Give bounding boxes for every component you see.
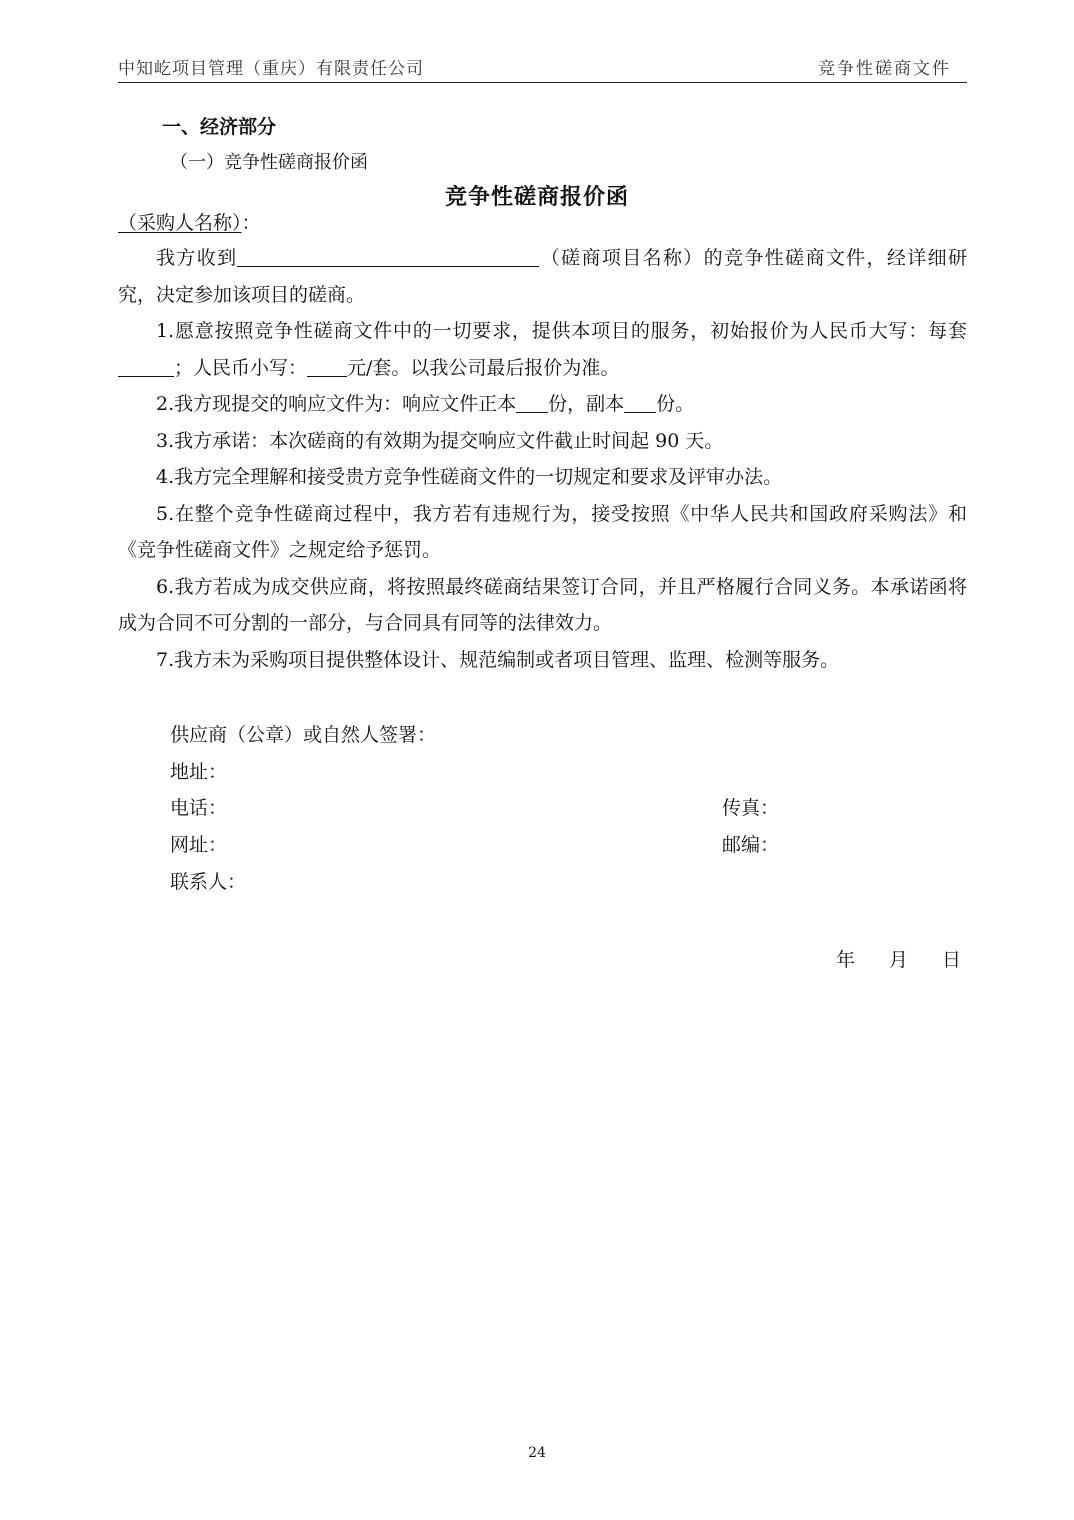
address-label: 地址： xyxy=(170,761,228,783)
page-header xyxy=(118,50,967,83)
section-heading: 一、经济部分 xyxy=(162,116,277,138)
header-doc-type: 竞争性磋商文件 xyxy=(818,59,951,79)
sub-heading: （一）竞争性磋商报价函 xyxy=(170,152,368,173)
item-2 xyxy=(118,386,967,423)
intro-paragraph xyxy=(118,240,967,313)
project-name-blank[interactable] xyxy=(237,246,539,267)
item-1-after: 元/套。以我公司最后报价为准。 xyxy=(347,356,620,379)
intro-before: 我方收到 xyxy=(156,247,238,269)
fax-label: 传真： xyxy=(722,797,780,819)
item-2-before: 2.我方现提交的响应文件为：响应文件正本 xyxy=(156,393,517,415)
intro-after: （磋商项目名称）的竞争性磋商文件，经详细研究，决定参加该项目的磋商。 xyxy=(118,247,967,306)
duplicate-copies-blank[interactable] xyxy=(624,392,656,413)
item-3: 3.我方承诺：本次磋商的有效期为提交响应文件截止时间起 90 天。 xyxy=(156,429,724,452)
item-6: 6.我方若成为成交供应商，将按照最终磋商结果签订合同，并且严格履行合同义务。本承诺函将成为合同不可分割的一部分，与合同具有同等的法律效力。 xyxy=(118,575,967,634)
item-1-middle: ；人民币小写： xyxy=(174,356,308,379)
postcode-label: 邮编： xyxy=(722,834,780,856)
supplier-signature-label: 供应商（公章）或自然人签署： xyxy=(170,724,437,746)
recipient-name: （采购人名称） xyxy=(118,212,242,234)
header-company: 中知屹项目管理（重庆）有限责任公司 xyxy=(118,59,424,79)
price-uppercase-blank[interactable] xyxy=(118,356,174,377)
item-2-after: 份。 xyxy=(656,393,695,415)
date-month: 月 xyxy=(889,949,909,971)
item-1 xyxy=(118,313,967,386)
price-lowercase-blank[interactable] xyxy=(307,356,347,377)
page-number: 24 xyxy=(528,1445,546,1461)
original-copies-blank[interactable] xyxy=(516,392,548,413)
website-label: 网址： xyxy=(170,834,228,856)
date-year: 年 xyxy=(836,949,856,971)
item-4: 4.我方完全理解和接受贵方竞争性磋商文件的一切规定和要求及评审办法。 xyxy=(156,466,783,488)
contact-label: 联系人： xyxy=(170,871,247,893)
date-day: 日 xyxy=(942,949,962,971)
recipient-line xyxy=(118,208,261,235)
item-7: 7.我方未为采购项目提供整体设计、规范编制或者项目管理、监理、检测等服务。 xyxy=(156,648,840,671)
item-2-middle: 份，副本 xyxy=(548,393,625,415)
item-1-before: 1.愿意按照竞争性磋商文件中的一切要求，提供本项目的服务，初始报价为人民币大写：每套 xyxy=(156,320,967,342)
phone-label: 电话： xyxy=(170,797,228,819)
recipient-colon: ： xyxy=(241,212,261,234)
item-5: 5.在整个竞争性磋商过程中，我方若有违规行为，接受按照《中华人民共和国政府采购法》和《竞争性磋商文件》之规定给予惩罚。 xyxy=(118,502,967,561)
letter-body xyxy=(118,240,967,678)
document-title: 竞争性磋商报价函 xyxy=(444,184,629,210)
date-line xyxy=(836,945,961,972)
